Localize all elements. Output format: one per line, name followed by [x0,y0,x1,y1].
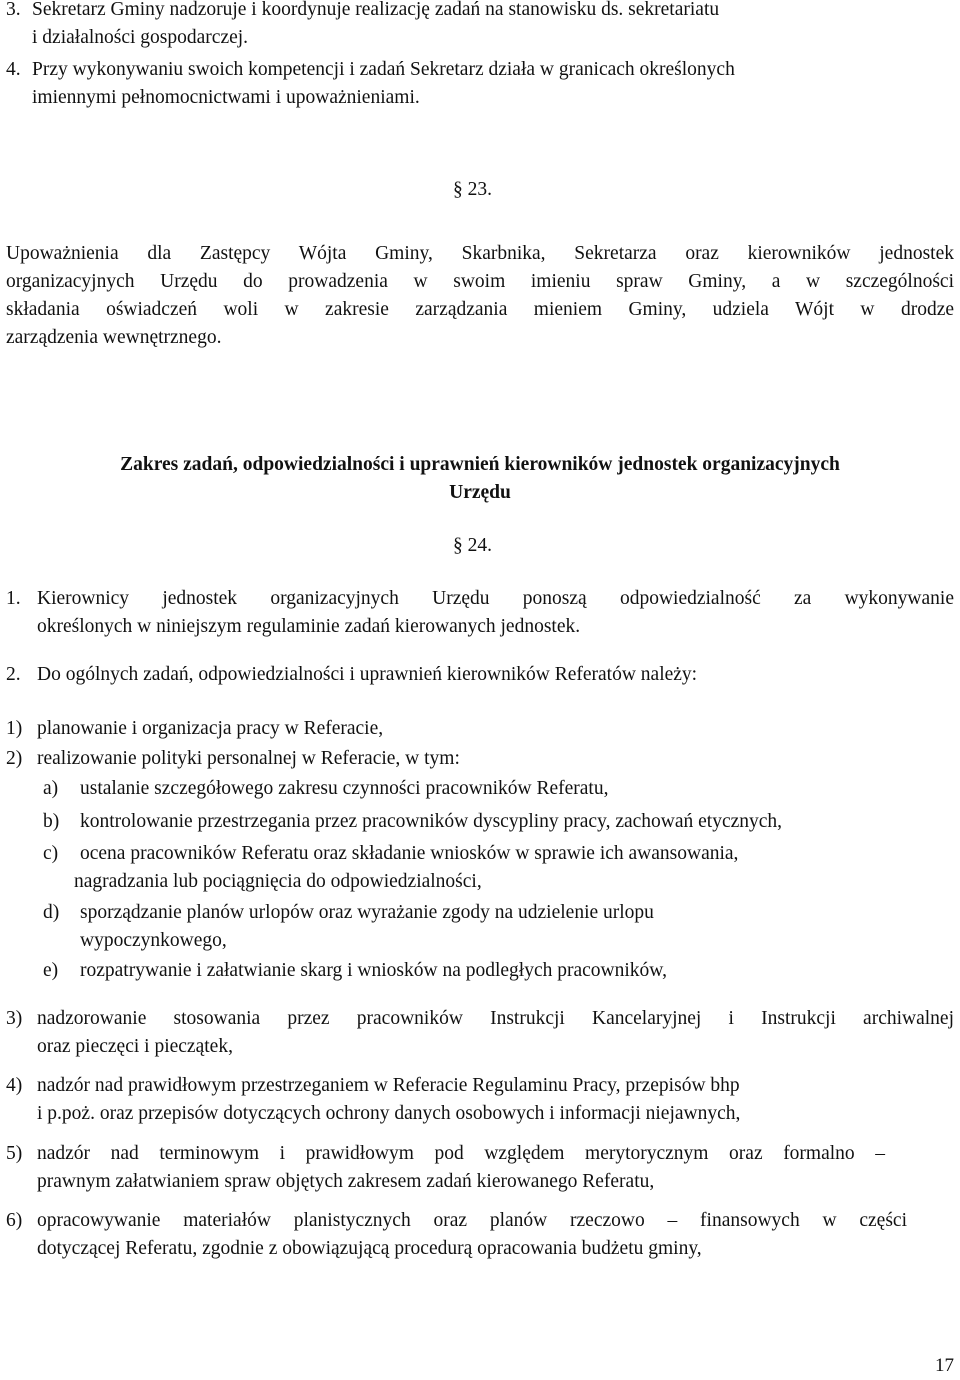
paragraph-line: zarządzenia wewnętrznego. [6,327,222,348]
item-text-line: Kierownicy jednostek organizacyjnych Urzędu ponoszą odpowiedzialność za wykonywanie [37,588,954,609]
item-text-line: Sekretarz Gminy nadzoruje i koordynuje realizację zadań na stanowisku ds. sekretariatu [32,0,720,20]
list-item: realizowanie polityki personalnej w Referacie, w tym: [37,748,460,769]
list-item: nadzór nad prawidłowym przestrzeganiem w Referacie Regulaminu Pracy, przepisów bhp [37,1075,740,1096]
sublist-item: sporządzanie planów urlopów oraz wyrażanie zgody na udzielenie urlopu [80,902,654,923]
list-item: opracowywanie materiałów planistycznych oraz planów rzeczowo – finansowych w części [37,1210,907,1231]
sublist-item: nagradzania lub pociągnięcia do odpowiedzialności, [74,871,482,892]
sublist-item: ustalanie szczegółowego zakresu czynności pracowników Referatu, [80,778,609,799]
section-mark-24: § 24. [453,535,492,556]
section-mark-23: § 23. [453,179,492,200]
item-text-line: określonych w niniejszym regulaminie zadań kierowanych jednostek. [37,616,581,637]
paragraph-line: Upoważnienia dla Zastępcy Wójta Gminy, Skarbnika, Sekretarza oraz kierowników jednostek [6,243,954,264]
sublist-item: ocena pracowników Referatu oraz składanie wniosków w sprawie ich awansowania, [80,843,739,864]
list-number: 4) [6,1075,23,1096]
list-number: 3) [6,1008,23,1029]
sublist-item: kontrolowanie przestrzegania przez pracowników dyscypliny pracy, zachowań etycznych, [80,811,783,832]
sublist-letter: c) [43,843,59,864]
sublist-letter: d) [43,902,60,923]
list-number: 5) [6,1143,23,1164]
sublist-item: rozpatrywanie i załatwianie skarg i wniosków na podległych pracowników, [80,960,667,981]
item-text-line: Przy wykonywaniu swoich kompetencji i zadań Sekretarz działa w granicach określonych [32,59,735,80]
list-item: nadzór nad terminowym i prawidłowym pod względem merytorycznym oraz formalno – [37,1143,885,1164]
section-heading-line2: Urzędu [449,482,511,503]
item-text-line: Do ogólnych zadań, odpowiedzialności i uprawnień kierowników Referatów należy: [37,664,698,685]
item-number: 4. [6,59,21,80]
sublist-letter: a) [43,778,59,799]
list-item: dotyczącej Referatu, zgodnie z obowiązującą procedurą opracowania budżetu gminy, [37,1238,702,1259]
list-item: oraz pieczęci i pieczątek, [37,1036,233,1057]
list-item: nadzorowanie stosowania przez pracowników Instrukcji Kancelaryjnej i Instrukcji archiwalnej [37,1008,954,1029]
item-text-line: i działalności gospodarczej. [32,27,249,48]
paragraph-line: organizacyjnych Urzędu do prowadzenia w swoim imieniu spraw Gminy, a w szczególności [6,271,954,292]
sublist-letter: e) [43,960,59,981]
item-number: 3. [6,0,21,20]
sublist-item: wypoczynkowego, [80,930,227,951]
item-text-line: imiennymi pełnomocnictwami i upoważnieniami. [32,87,420,108]
item-number: 2. [6,664,21,685]
paragraph-line: składania oświadczeń woli w zakresie zarządzania mieniem Gminy, udziela Wójt w drodze [6,299,954,320]
sublist-letter: b) [43,811,60,832]
list-number: 1) [6,718,23,739]
item-number: 1. [6,588,21,609]
page-number: 17 [935,1355,954,1376]
list-number: 6) [6,1210,23,1231]
list-number: 2) [6,748,23,769]
list-item: prawnym załatwianiem spraw objętych zakresem zadań kierowanego Referatu, [37,1171,655,1192]
list-item: planowanie i organizacja pracy w Referacie, [37,718,384,739]
list-item: i p.poż. oraz przepisów dotyczących ochrony danych osobowych i informacji niejawnych, [37,1103,741,1124]
section-heading: Zakres zadań, odpowiedzialności i uprawnień kierowników jednostek organizacyjnych [120,454,840,475]
